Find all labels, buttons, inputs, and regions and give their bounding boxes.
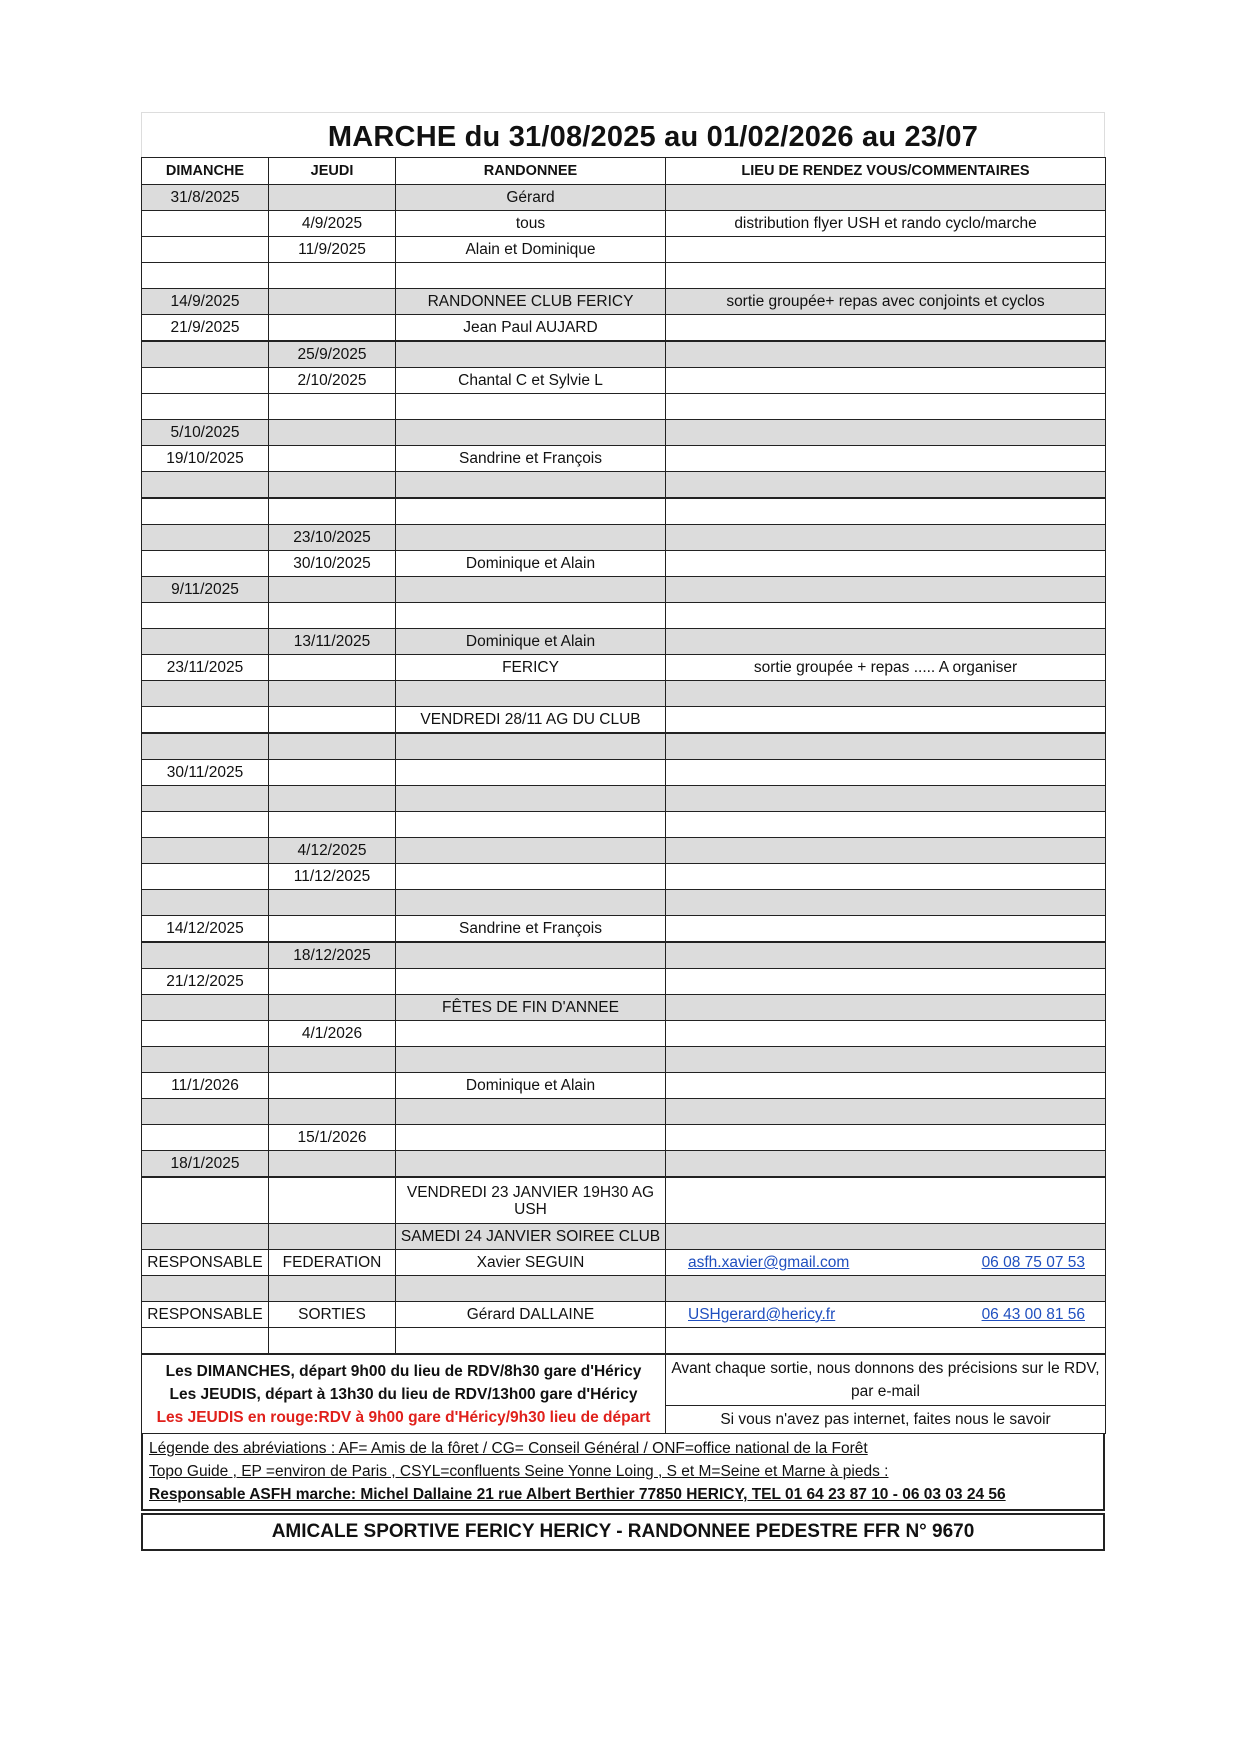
table-row <box>142 655 1106 681</box>
legend-block <box>141 1434 1105 1511</box>
cell-randonnee: VENDREDI 28/11 AG DU CLUB <box>396 707 666 734</box>
cell-lieu <box>666 263 1106 289</box>
cell-lieu <box>666 1125 1106 1151</box>
table-row <box>142 1151 1106 1178</box>
cell-lieu <box>666 603 1106 629</box>
table-row <box>142 525 1106 551</box>
cell-lieu <box>666 786 1106 812</box>
cell-randonnee <box>396 498 666 525</box>
cell-jeudi <box>269 916 396 943</box>
cell-jeudi: 11/12/2025 <box>269 864 396 890</box>
cell-randonnee: Dominique et Alain <box>396 551 666 577</box>
cell-dimanche: 21/12/2025 <box>142 969 269 995</box>
table-row <box>142 1047 1106 1073</box>
sorties-contact[interactable] <box>668 1306 1103 1323</box>
cell-lieu <box>666 629 1106 655</box>
cell-randonnee <box>396 263 666 289</box>
cell-jeudi <box>269 603 396 629</box>
cell-jeudi <box>269 760 396 786</box>
cell-randonnee: Xavier SEGUIN <box>396 1250 666 1276</box>
table-row <box>142 1099 1106 1125</box>
header-lieu: LIEU DE RENDEZ VOUS/COMMENTAIRES <box>666 158 1106 185</box>
jeudis-rouge-info: Les JEUDIS en rouge:RDV à 9h00 gare d'Héricy/9h30 lieu de départ <box>156 1408 651 1426</box>
cell-randonnee <box>396 812 666 838</box>
jeudis-info: Les JEUDIS, départ à 13h30 du lieu de RDV/13h00 gare d'Héricy <box>169 1385 638 1403</box>
cell-dimanche <box>142 629 269 655</box>
table-row <box>142 211 1106 237</box>
table-header-row <box>142 158 1106 185</box>
table-row <box>142 733 1106 760</box>
legend-line-3: Responsable ASFH marche: Michel Dallaine 21 rue Albert Berthier 77850 HERICY, TEL 01 64 23 87 10 - 06 03 03 24 56 <box>149 1486 1006 1503</box>
cell-lieu <box>666 733 1106 760</box>
cell-jeudi: 2/10/2025 <box>269 368 396 394</box>
cell-randonnee: Chantal C et Sylvie L <box>396 368 666 394</box>
cell-dimanche: RESPONSABLE <box>142 1250 269 1276</box>
cell-jeudi: FEDERATION <box>269 1250 396 1276</box>
cell-randonnee <box>396 1047 666 1073</box>
cell-dimanche <box>142 1276 269 1302</box>
page-title: MARCHE du 31/08/2025 au 01/02/2026 au 23/07 <box>141 112 1105 157</box>
table-row <box>142 1250 1106 1276</box>
cell-randonnee: Alain et Dominique <box>396 237 666 263</box>
cell-randonnee <box>396 838 666 864</box>
table-row <box>142 916 1106 943</box>
cell-randonnee: tous <box>396 211 666 237</box>
cell-jeudi <box>269 472 396 499</box>
sorties-email-link[interactable]: USHgerard@hericy.fr <box>688 1306 836 1323</box>
cell-lieu <box>666 315 1106 342</box>
cell-lieu <box>666 394 1106 420</box>
cell-jeudi: 11/9/2025 <box>269 237 396 263</box>
cell-dimanche <box>142 890 269 916</box>
cell-randonnee <box>396 472 666 499</box>
table-row <box>142 629 1106 655</box>
federation-email-link[interactable]: asfh.xavier@gmail.com <box>688 1254 850 1271</box>
cell-lieu <box>666 577 1106 603</box>
table-row <box>142 942 1106 969</box>
cell-dimanche <box>142 1125 269 1151</box>
cell-randonnee: Dominique et Alain <box>396 629 666 655</box>
cell-jeudi <box>269 185 396 211</box>
cell-randonnee: Sandrine et François <box>396 916 666 943</box>
cell-dimanche <box>142 864 269 890</box>
cell-jeudi <box>269 420 396 446</box>
cell-lieu <box>666 551 1106 577</box>
cell-randonnee <box>396 733 666 760</box>
cell-jeudi <box>269 1224 396 1250</box>
cell-lieu <box>666 1302 1106 1328</box>
cell-lieu <box>666 681 1106 707</box>
table-row <box>142 446 1106 472</box>
cell-randonnee <box>396 969 666 995</box>
cell-dimanche <box>142 1099 269 1125</box>
cell-jeudi <box>269 786 396 812</box>
cell-lieu <box>666 1021 1106 1047</box>
table-row <box>142 1177 1106 1224</box>
cell-jeudi <box>269 263 396 289</box>
cell-dimanche: 31/8/2025 <box>142 185 269 211</box>
table-row <box>142 838 1106 864</box>
cell-jeudi <box>269 812 396 838</box>
cell-jeudi <box>269 707 396 734</box>
cell-randonnee <box>396 1151 666 1178</box>
table-row <box>142 890 1106 916</box>
cell-dimanche <box>142 707 269 734</box>
cell-lieu <box>666 942 1106 969</box>
cell-lieu <box>666 995 1106 1021</box>
table-row <box>142 681 1106 707</box>
cell-jeudi <box>269 1151 396 1178</box>
cell-dimanche <box>142 341 269 368</box>
cell-randonnee <box>396 577 666 603</box>
cell-jeudi: 4/1/2026 <box>269 1021 396 1047</box>
cell-randonnee: VENDREDI 23 JANVIER 19H30 AG USH <box>396 1177 666 1224</box>
cell-dimanche <box>142 1021 269 1047</box>
cell-jeudi <box>269 446 396 472</box>
cell-jeudi <box>269 498 396 525</box>
cell-lieu <box>666 1073 1106 1099</box>
cell-jeudi: 30/10/2025 <box>269 551 396 577</box>
cell-lieu: sortie groupée+ repas avec conjoints et cyclos <box>666 289 1106 315</box>
table-row <box>142 707 1106 734</box>
sorties-phone[interactable]: 06 43 00 81 56 <box>981 1306 1085 1323</box>
table-row <box>142 498 1106 525</box>
cell-jeudi: 23/10/2025 <box>269 525 396 551</box>
cell-randonnee <box>396 1125 666 1151</box>
cell-lieu: sortie groupée + repas ..... A organiser <box>666 655 1106 681</box>
cell-randonnee <box>396 786 666 812</box>
cell-jeudi <box>269 969 396 995</box>
cell-lieu <box>666 420 1106 446</box>
cell-randonnee <box>396 394 666 420</box>
cell-dimanche: 9/11/2025 <box>142 577 269 603</box>
header-randonnee: RANDONNEE <box>396 158 666 185</box>
cell-jeudi <box>269 315 396 342</box>
table-row <box>142 394 1106 420</box>
cell-dimanche <box>142 942 269 969</box>
table-row <box>142 786 1106 812</box>
cell-randonnee <box>396 1021 666 1047</box>
avant-sortie-info: Avant chaque sortie, nous donnons des précisions sur le RDV, par e-mail <box>666 1355 1106 1406</box>
table-row <box>142 341 1106 368</box>
table-row <box>142 368 1106 394</box>
table-row <box>142 1021 1106 1047</box>
cell-dimanche: 5/10/2025 <box>142 420 269 446</box>
cell-dimanche <box>142 838 269 864</box>
internet-info: Si vous n'avez pas internet, faites nous le savoir <box>666 1406 1106 1434</box>
cell-lieu <box>666 341 1106 368</box>
cell-lieu <box>666 472 1106 499</box>
cell-jeudi <box>269 1073 396 1099</box>
table-row <box>142 420 1106 446</box>
cell-dimanche <box>142 211 269 237</box>
table-row <box>142 603 1106 629</box>
cell-jeudi: SORTIES <box>269 1302 396 1328</box>
cell-dimanche <box>142 237 269 263</box>
table-row <box>142 263 1106 289</box>
cell-lieu <box>666 1276 1106 1302</box>
cell-jeudi <box>269 1047 396 1073</box>
cell-dimanche <box>142 368 269 394</box>
cell-jeudi <box>269 577 396 603</box>
cell-dimanche: 19/10/2025 <box>142 446 269 472</box>
cell-dimanche <box>142 472 269 499</box>
cell-randonnee <box>396 525 666 551</box>
cell-dimanche: 14/9/2025 <box>142 289 269 315</box>
cell-dimanche <box>142 786 269 812</box>
cell-jeudi <box>269 995 396 1021</box>
cell-dimanche <box>142 812 269 838</box>
cell-dimanche: 18/1/2025 <box>142 1151 269 1178</box>
cell-randonnee <box>396 420 666 446</box>
schedule-sheet <box>141 112 1105 1551</box>
federation-phone[interactable]: 06 08 75 07 53 <box>981 1254 1085 1271</box>
cell-lieu <box>666 969 1106 995</box>
table-row <box>142 864 1106 890</box>
cell-randonnee <box>396 942 666 969</box>
legend-line-1: Légende des abréviations : AF= Amis de la fôret / CG= Conseil Général / ONF=office national de la Forêt <box>149 1440 868 1457</box>
cell-randonnee: FERICY <box>396 655 666 681</box>
cell-jeudi: 18/12/2025 <box>269 942 396 969</box>
cell-dimanche <box>142 394 269 420</box>
table-row <box>142 812 1106 838</box>
cell-lieu <box>666 707 1106 734</box>
cell-lieu <box>666 864 1106 890</box>
cell-lieu <box>666 525 1106 551</box>
table-row <box>142 551 1106 577</box>
table-row <box>142 1224 1106 1250</box>
footer-banner: AMICALE SPORTIVE FERICY HERICY - RANDONNEE PEDESTRE FFR N° 9670 <box>141 1513 1105 1551</box>
cell-dimanche <box>142 995 269 1021</box>
cell-lieu <box>666 760 1106 786</box>
cell-lieu <box>666 1151 1106 1178</box>
table-row <box>142 1328 1106 1354</box>
cell-jeudi: 4/12/2025 <box>269 838 396 864</box>
cell-randonnee <box>396 1099 666 1125</box>
cell-randonnee: FÊTES DE FIN D'ANNEE <box>396 995 666 1021</box>
cell-randonnee <box>396 341 666 368</box>
table-row <box>142 760 1106 786</box>
cell-randonnee: Dominique et Alain <box>396 1073 666 1099</box>
cell-dimanche: 23/11/2025 <box>142 655 269 681</box>
cell-jeudi <box>269 655 396 681</box>
table-row <box>142 289 1106 315</box>
cell-lieu <box>666 446 1106 472</box>
cell-randonnee <box>396 890 666 916</box>
cell-dimanche <box>142 1224 269 1250</box>
table-row <box>142 995 1106 1021</box>
cell-jeudi: 13/11/2025 <box>269 629 396 655</box>
cell-randonnee: Gérard DALLAINE <box>396 1302 666 1328</box>
cell-dimanche <box>142 603 269 629</box>
cell-jeudi <box>269 681 396 707</box>
cell-dimanche: 11/1/2026 <box>142 1073 269 1099</box>
schedule-table <box>141 157 1106 1354</box>
info-table <box>141 1354 1106 1434</box>
cell-lieu <box>666 890 1106 916</box>
cell-lieu <box>666 1224 1106 1250</box>
legend-line-2: Topo Guide , EP =environ de Paris , CSYL=confluents Seine Yonne Loing , S et M=Seine et Marne à pieds : <box>149 1463 889 1480</box>
table-row <box>142 1302 1106 1328</box>
cell-dimanche <box>142 681 269 707</box>
cell-jeudi <box>269 733 396 760</box>
cell-jeudi <box>269 1177 396 1224</box>
table-row <box>142 185 1106 211</box>
cell-dimanche: 21/9/2025 <box>142 315 269 342</box>
cell-randonnee: Sandrine et François <box>396 446 666 472</box>
table-row <box>142 1276 1106 1302</box>
cell-jeudi <box>269 394 396 420</box>
cell-lieu: distribution flyer USH et rando cyclo/marche <box>666 211 1106 237</box>
cell-dimanche <box>142 263 269 289</box>
cell-lieu <box>666 498 1106 525</box>
table-row <box>142 315 1106 342</box>
cell-lieu <box>666 185 1106 211</box>
cell-randonnee: Jean Paul AUJARD <box>396 315 666 342</box>
cell-lieu <box>666 1250 1106 1276</box>
cell-lieu <box>666 1047 1106 1073</box>
cell-randonnee <box>396 603 666 629</box>
cell-lieu <box>666 916 1106 943</box>
cell-lieu <box>666 1328 1106 1354</box>
cell-randonnee <box>396 1328 666 1354</box>
table-row <box>142 1125 1106 1151</box>
cell-randonnee: SAMEDI 24 JANVIER SOIREE CLUB <box>396 1224 666 1250</box>
table-row <box>142 472 1106 499</box>
cell-dimanche: 30/11/2025 <box>142 760 269 786</box>
cell-jeudi: 15/1/2026 <box>269 1125 396 1151</box>
cell-jeudi <box>269 289 396 315</box>
cell-dimanche <box>142 1177 269 1224</box>
cell-jeudi <box>269 890 396 916</box>
cell-randonnee: Gérard <box>396 185 666 211</box>
cell-lieu <box>666 1099 1106 1125</box>
header-dimanche: DIMANCHE <box>142 158 269 185</box>
cell-jeudi <box>269 1276 396 1302</box>
cell-dimanche <box>142 551 269 577</box>
table-row <box>142 237 1106 263</box>
departure-times <box>142 1355 666 1434</box>
table-row <box>142 577 1106 603</box>
cell-randonnee <box>396 681 666 707</box>
header-jeudi: JEUDI <box>269 158 396 185</box>
cell-randonnee <box>396 1276 666 1302</box>
cell-lieu <box>666 368 1106 394</box>
cell-lieu <box>666 838 1106 864</box>
cell-dimanche <box>142 1047 269 1073</box>
cell-dimanche <box>142 498 269 525</box>
cell-dimanche: RESPONSABLE <box>142 1302 269 1328</box>
cell-dimanche <box>142 525 269 551</box>
cell-lieu <box>666 1177 1106 1224</box>
cell-jeudi: 25/9/2025 <box>269 341 396 368</box>
cell-randonnee <box>396 864 666 890</box>
federation-contact[interactable] <box>668 1254 1103 1271</box>
dimanches-info: Les DIMANCHES, départ 9h00 du lieu de RDV/8h30 gare d'Héricy <box>165 1362 642 1380</box>
cell-randonnee: RANDONNEE CLUB FERICY <box>396 289 666 315</box>
table-row <box>142 1073 1106 1099</box>
cell-randonnee <box>396 760 666 786</box>
cell-jeudi <box>269 1328 396 1354</box>
cell-dimanche: 14/12/2025 <box>142 916 269 943</box>
table-row <box>142 969 1106 995</box>
cell-lieu <box>666 812 1106 838</box>
cell-lieu <box>666 237 1106 263</box>
cell-dimanche <box>142 733 269 760</box>
cell-jeudi: 4/9/2025 <box>269 211 396 237</box>
cell-jeudi <box>269 1099 396 1125</box>
cell-dimanche <box>142 1328 269 1354</box>
